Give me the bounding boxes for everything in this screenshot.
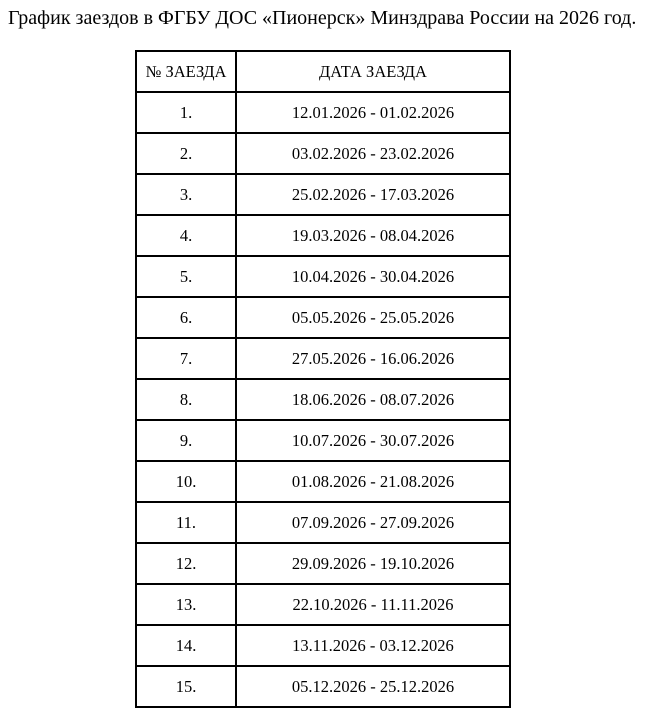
table-row <box>136 174 510 215</box>
row-number-cell: 11. <box>136 502 236 543</box>
row-date-cell: 18.06.2026 - 08.07.2026 <box>236 379 510 420</box>
row-date-cell: 07.09.2026 - 27.09.2026 <box>236 502 510 543</box>
table-row <box>136 625 510 666</box>
row-number-cell: 10. <box>136 461 236 502</box>
table-row <box>136 215 510 256</box>
row-number-cell: 6. <box>136 297 236 338</box>
row-date-cell: 05.12.2026 - 25.12.2026 <box>236 666 510 707</box>
table-row <box>136 584 510 625</box>
row-date-cell: 12.01.2026 - 01.02.2026 <box>236 92 510 133</box>
row-number-cell: 8. <box>136 379 236 420</box>
row-date-cell: 13.11.2026 - 03.12.2026 <box>236 625 510 666</box>
table-row <box>136 461 510 502</box>
table-row <box>136 379 510 420</box>
row-date-cell: 29.09.2026 - 19.10.2026 <box>236 543 510 584</box>
page-title: График заездов в ФГБУ ДОС «Пионерск» Минздрава России на 2026 год. <box>8 7 637 29</box>
row-number-cell: 1. <box>136 92 236 133</box>
row-date-cell: 10.04.2026 - 30.04.2026 <box>236 256 510 297</box>
table-row <box>136 543 510 584</box>
row-number-cell: 12. <box>136 543 236 584</box>
row-number-cell: 5. <box>136 256 236 297</box>
row-date-cell: 03.02.2026 - 23.02.2026 <box>236 133 510 174</box>
table-row <box>136 256 510 297</box>
row-date-cell: 25.02.2026 - 17.03.2026 <box>236 174 510 215</box>
header-arrival-number: № ЗАЕЗДА <box>136 51 236 92</box>
table-row <box>136 420 510 461</box>
arrival-schedule-table <box>135 50 511 708</box>
row-date-cell: 22.10.2026 - 11.11.2026 <box>236 584 510 625</box>
table-row <box>136 502 510 543</box>
row-number-cell: 2. <box>136 133 236 174</box>
header-arrival-date: ДАТА ЗАЕЗДА <box>236 51 510 92</box>
table-row <box>136 92 510 133</box>
row-date-cell: 19.03.2026 - 08.04.2026 <box>236 215 510 256</box>
row-date-cell: 10.07.2026 - 30.07.2026 <box>236 420 510 461</box>
row-date-cell: 27.05.2026 - 16.06.2026 <box>236 338 510 379</box>
row-number-cell: 15. <box>136 666 236 707</box>
table-row <box>136 133 510 174</box>
row-number-cell: 4. <box>136 215 236 256</box>
row-date-cell: 05.05.2026 - 25.05.2026 <box>236 297 510 338</box>
table-row <box>136 338 510 379</box>
row-number-cell: 13. <box>136 584 236 625</box>
row-number-cell: 7. <box>136 338 236 379</box>
table-row <box>136 666 510 707</box>
row-number-cell: 14. <box>136 625 236 666</box>
row-number-cell: 3. <box>136 174 236 215</box>
row-number-cell: 9. <box>136 420 236 461</box>
table-row <box>136 297 510 338</box>
row-date-cell: 01.08.2026 - 21.08.2026 <box>236 461 510 502</box>
table-header-row <box>136 51 510 92</box>
